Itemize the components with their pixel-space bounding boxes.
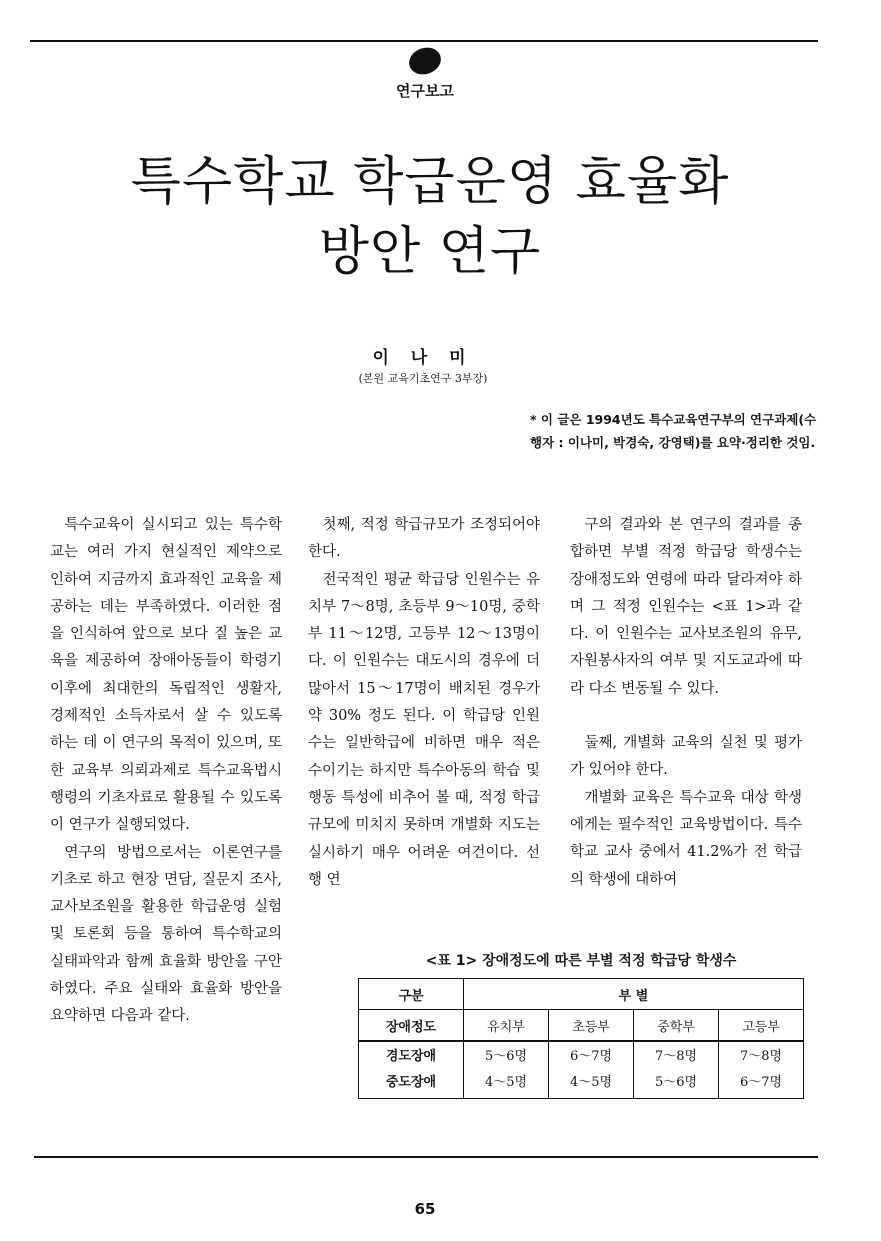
table-row-labels [359,1041,464,1099]
title-line-2: 방안 연구 [318,222,542,282]
data-table [358,978,804,1099]
table-header-cell: 고등부 [719,1010,804,1042]
cell-value: 5～6명 [654,1075,698,1090]
paragraph: 개별화 교육은 특수교육 대상 학생에게는 필수적인 교육방법이다. 특수학교 교사 중에서 41.2%가 전 학급의 학생에 대하여 [570,789,802,888]
author: 이 나 미 [372,348,474,368]
footnote: * 이 글은 1994년도 특수교육연구부의 연구과제(수행자 : 이나미, 박경숙, 강영택)를 요약·정리한 것임. [530,412,817,450]
row-label: 경도장애 [385,1049,437,1064]
page-number: 65 [414,1200,436,1218]
bottom-rule [34,1156,818,1158]
paragraph: 첫째, 적정 학급규모가 조정되어야 한다. [308,517,540,561]
table-caption: <표 1> 장애정도에 따른 부별 적정 학급당 학생수 [425,953,737,969]
table-header-cell: 초등부 [549,1010,634,1042]
cell-value: 4～5명 [484,1075,528,1090]
table-row [359,1041,804,1099]
paragraph: 둘째, 개별화 교육의 실천 및 평가가 있어야 한다. [570,735,802,779]
table-cell [549,1041,634,1099]
cell-value: 4～5명 [569,1075,613,1090]
table-cell [634,1041,719,1099]
affiliation: (본원 교육기초연구 3부장) [358,372,488,385]
cell-value: 6～7명 [739,1075,783,1090]
top-rule [30,40,818,42]
title-line-1: 특수학교 학급운영 효율화 [130,152,730,212]
section-label: 연구보고 [396,82,454,100]
paragraph: 연구의 방법으로서는 이론연구를 기초로 하고 현장 면담, 질문지 조사, 교사보조원을 활용한 학급운영 실험 및 토론회 등을 통하여 특수학교의 실태파악과 함께 효율화 방안을 구안하였다. 주요 실태와 효율화 방안을 요약하면 다음과 같다. [50,844,282,1025]
table-header-cell: 구분 [359,979,464,1010]
cell-value: 7～8명 [739,1049,783,1064]
section-mark-icon [405,43,444,79]
paragraph: 특수교육이 실시되고 있는 특수학교는 여러 가지 현실적인 제약으로 인하여 지금까지 효과적인 교육을 제공하는 데는 부족하였다. 이러한 점을 인식하여 앞으로 보다 질 높은 교육을 제공하여 장애아동들이 학령기 이후에 최대한의 독립적인 생활자, 경제적인 소득자로서 살 수 있도록 하는 데 이 연구의 목적이 있으며, 또한 교육부 의뢰과제로 특수교육법시행령의 기초자료로 활용될 수 있도록 이 연구가 실행되었다. [50,517,282,834]
table-cell [719,1041,804,1099]
row-label: 중도장애 [385,1075,437,1090]
paragraph: 전국적인 평균 학급당 인원수는 유치부 7～8명, 초등부 9～10명, 중학부 11～12명, 고등부 12～13명이다. 이 인원수는 대도시의 경우에 더 많아서 15～17명이 배치된 경우가 약 30% 정도 된다. 이 학급당 인원수는 일반학급에 비하면 매우 적은 수이기는 하지만 특수아동의 학습 및 행동 특성에 비추어 볼 때, 적정 학급 규모에 미치지 못하며 개별화 지도는 실시하기 매우 어려운 여건이다. 선행 연 [308,571,540,888]
column-1 [50,512,282,1031]
cell-value: 7～8명 [654,1049,698,1064]
column-3 [570,512,802,894]
table-header-cell: 유치부 [464,1010,549,1042]
paragraph: 구의 결과와 본 연구의 결과를 종합하면 부별 적정 학급당 학생수는 장애정도와 연령에 따라 달라져야 하며 그 적정 인원수는 <표 1>과 같다. 이 인원수는 교사보조원의 유무, 자원봉사자의 여부 및 지도교과에 따라 다소 변동될 수 있다. [570,517,802,697]
column-2 [308,512,540,894]
table-cell [464,1041,549,1099]
table-group-header: 부 별 [464,979,804,1010]
cell-value: 5～6명 [484,1049,528,1064]
table-header-cell: 중학부 [634,1010,719,1042]
table-header-cell: 장애정도 [359,1010,464,1042]
cell-value: 6～7명 [569,1049,613,1064]
